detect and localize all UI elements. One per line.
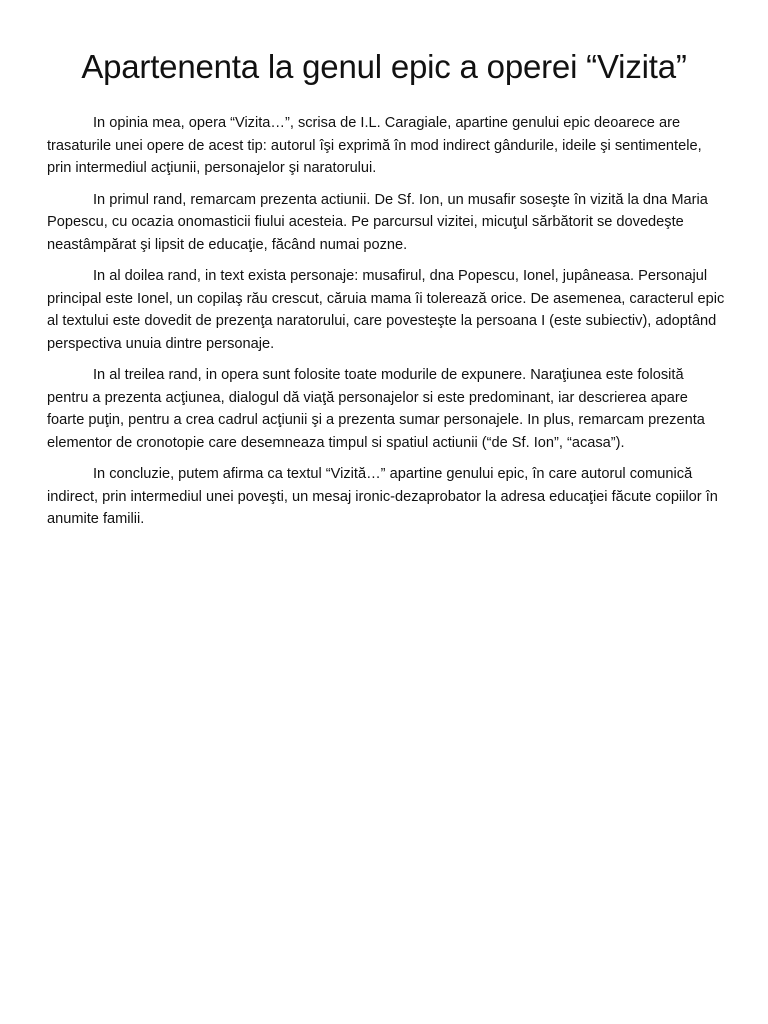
paragraph-action: In primul rand, remarcam prezenta actiunii. De Sf. Ion, un musafir soseşte în vizită la dna Maria Popescu, cu ocazia onomasticii fiului acesteia. Pe parcursul vizitei, micuţul sărbătorit se dovedeşte neastâmpărat şi lipsit de educaţie, făcând numai pozne.	[47, 191, 708, 253]
document-title: Apartenenta la genul epic a operei “Vizita”	[81, 48, 687, 85]
paragraph-intro: In opinia mea, opera “Vizita…”, scrisa de I.L. Caragiale, apartine genului epic deoarece are trasaturile unei opere de acest tip: autorul îşi exprimă în mod indirect gândurile, ideile şi sentimentele, prin intermediul acţiunii, personajelor şi naratorului.	[47, 115, 702, 176]
document-body	[47, 112, 727, 540]
paragraph-exposition-modes: In al treilea rand, in opera sunt folosite toate modurile de expunere. Naraţiunea este folosită pentru a prezenta acţiunea, dialogul dă viaţă personajelor si este predominant, iar descrierea apare foarte puţin, pentru a crea cadrul acţiunii şi a prezenta sumar personajele. In plus, remarcam prezenta elementor de cronotopie care desemneaza timpul si spatiul actiunii (“de Sf. Ion”, “acasa”).	[47, 367, 705, 451]
paragraph-conclusion: In concluzie, putem afirma ca textul “Vizită…” apartine genului epic, în care autorul comunică indirect, prin intermediul unei poveşti, un mesaj ironic-dezaprobator la adresa educaţiei făcute copiilor în anumite familii.	[47, 466, 718, 527]
paragraph-characters: In al doilea rand, in text exista personaje: musafirul, dna Popescu, Ionel, jupâneasa. Personajul principal este Ionel, un copilaş rău crescut, căruia mama îi tolerează orice. De asemenea, caracterul epic al textului este dovedit de prezenţa naratorului, care povesteşte la persoana I (este subiectiv), adoptând perspectiva unuia dintre personaje.	[47, 268, 725, 352]
